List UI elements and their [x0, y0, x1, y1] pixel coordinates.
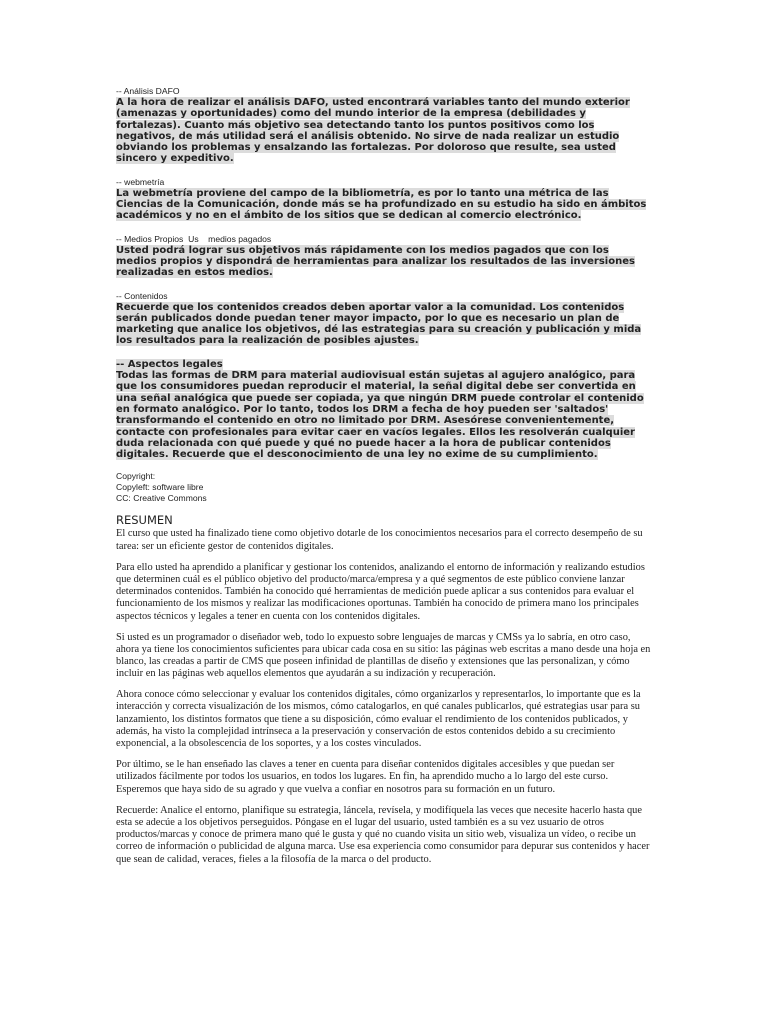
credits-block [116, 471, 652, 504]
resumen-paragraph: Recuerde: Analice el entorno, planifique su estrategia, láncela, revísela, y modifíquela las veces que necesite hacerlo hasta que esta se adecúe a los objetivos perseguidos. Póngase en el lugar del usuario, usted también es a su vez usuario de otros productos/marcas y conoce de primera mano qué le gusta y qué no cuando visita un sitio web, visualiza un vídeo, o recibe un correo de información o publicidad de alguna marca. Use esa experiencia como consumidor para depurar sus contenidos y hacer que sean de calidad, veraces, fieles a la filosofía de la marca o del producto. [116, 804, 650, 865]
section-dafo [116, 86, 652, 165]
section-label: -- Análisis DAFO [116, 86, 180, 96]
legal-heading: -- Aspectos legales [116, 358, 223, 370]
document-page [116, 86, 652, 875]
resumen-paragraph: Si usted es un programador o diseñador web, todo lo expuesto sobre lenguajes de marcas y CMSs ya lo sabría, en otro caso, ahora ya tiene los conocimientos suficientes para ubicar cada cosa en su sitio: las páginas web escritas a mano desde una hoja en blanco, las creadas a partir de CMS que poseen infinidad de plantillas de diseño y extensiones que las personalizan, y cómo incluir en las páginas web aquellos elementos que ayudarán a su indización y recuperación. [116, 631, 651, 680]
section-contenidos [116, 291, 652, 347]
resumen-paragraph: Para ello usted ha aprendido a planificar y gestionar los contenidos, analizando el entorno de información y realizando estudios que determinen cuál es el público objetivo del producto/marca/empresa y a qué segmentos de este público conviene lanzar determinados contenidos. También ha conocido qué herramientas de medición puede aplicar a sus contenidos para evaluar el funcionamiento de los mismos y realizar las modificaciones oportunas. También ha conocido de primera mano los principales aspectos técnicos y legales a tener en cuenta con los contenidos digitales. [116, 561, 645, 622]
section-text: A la hora de realizar el análisis DAFO, usted encontrará variables tanto del mundo exterior (amenazas y oportunidades) como del mundo interior de la empresa (debilidades y fortalezas). Cuanto más objetivo sea detectando tanto los puntos positivos como los negativos, de más utilidad será el análisis obtenido. No sirve de nada realizar un estudio obviando los problemas y ensalzando las fortalezas. Por doloroso que resulte, sea usted sincero y expeditivo. [116, 97, 630, 165]
section-medios [116, 234, 652, 279]
resumen-title: RESUMEN [116, 513, 173, 528]
creative-commons-line: CC: Creative Commons [116, 493, 207, 504]
copyright-line: Copyright: [116, 471, 156, 482]
section-text: La webmetría proviene del campo de la bibliometría, es por lo tanto una métrica de las Ciencias de la Comunicación, donde más se ha profundizado en su estudio ha sido en ámbitos académicos y no en el ámbito de los sitios que se dedican al comercio electrónico. [116, 187, 647, 222]
section-webmetria [116, 177, 652, 222]
section-text: Usted podrá lograr sus objetivos más rápidamente con los medios pagados que con los medios propios y dispondrá de herramientas para analizar los resultados de las inversiones realizadas en estos medios. [116, 244, 635, 279]
copyleft-line: Copyleft: software libre [116, 482, 204, 493]
section-label: -- Medios Propios Us medios pagados [116, 233, 272, 244]
legal-text: Todas las formas de DRM para material audiovisual están sujetas al agujero analógico, para que los consumidores puedan reproducir el material, la señal digital debe ser convertida en una señal analógica que puede ser copiada, ya que ningún DRM puede controlar el contenido en formato analógico. Por lo tanto, todos los DRM a fecha de hoy pueden ser 'saltados' transformando el contenido en otro no limitado por DRM. Asesórese convenientemente, contacte con profesionales para evitar caer en vacíos legales. Ellos les resolverán cualquier duda relacionada con qué puede y qué no puede hacer a la hora de publicar contenidos digitales. Recuerde que el desconocimiento de una ley no exime de su cumplimiento. [116, 370, 644, 461]
resumen-paragraph: Por último, se le han enseñado las claves a tener en cuenta para diseñar contenidos digitales accesibles y que puedan ser utilizados fácilmente por todos los usuarios, en todos los lugares. En fin, ha aprendido mucho a lo largo del este curso. Esperemos que haya sido de su agrado y que vuelva a confiar en nosotros para su formación en un futuro. [116, 759, 615, 795]
section-label: -- Contenidos [116, 290, 168, 301]
section-label: -- webmetría [116, 176, 165, 187]
resumen-paragraph: Ahora conoce cómo seleccionar y evaluar los contenidos digitales, cómo organizarlos y representarlos, lo importante que es la interacción y correcta visualización de los mismos, cómo catalogarlos, en qué canales publicarlos, qué estrategias usar para su lanzamiento, los distintos formatos que tiene a su disposición, cómo evaluar el rendimiento de los contenidos publicados, y además, ha visto la complejidad intrínseca a la preservación y conservación de estos contenidos debido a su crecimiento exponencial, a la obsolescencia de los soportes, y a los costes vinculados. [116, 689, 641, 750]
section-legal [116, 359, 652, 461]
section-text: Recuerde que los contenidos creados deben aportar valor a la comunidad. Los contenidos serán publicados donde puedan tener mayor impacto, por lo que es necesario un plan de marketing que analice los objetivos, dé las estrategias para su creación y publicación y mida los resultados para la realización de posibles ajustes. [116, 301, 642, 347]
resumen-paragraph: El curso que usted ha finalizado tiene como objetivo dotarle de los conocimientos necesarios para el correcto desempeño de su tarea: ser un eficiente gestor de contenidos digitales. [116, 528, 643, 552]
